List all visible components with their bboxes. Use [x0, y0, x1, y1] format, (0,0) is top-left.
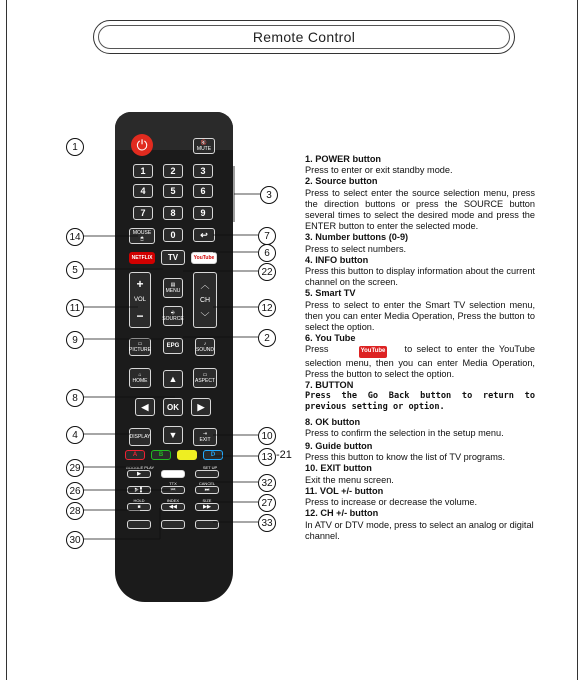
exit-icon: ⇥	[202, 431, 208, 437]
callout-9: 9	[66, 331, 84, 349]
callout-27: 27	[258, 494, 276, 512]
desc-back-text: Press the Go Back button to return to previous setting or option.	[305, 391, 535, 413]
setup-label: SET UP	[202, 465, 218, 470]
desc-exit-text: Exit the menu screen.	[305, 474, 394, 485]
right-arrow-icon: ▶	[197, 401, 205, 412]
callout-8: 8	[66, 389, 84, 407]
youtube-button: YouTube	[191, 252, 217, 264]
skip-forward-icon: ⏭	[204, 487, 210, 493]
ch-label: CH	[199, 296, 211, 304]
callout-33: 33	[258, 514, 276, 532]
epg-button: EPG	[163, 338, 183, 354]
callout-12: 12	[258, 299, 276, 317]
left-arrow-icon: ◀	[141, 401, 149, 412]
page-title: Remote Control	[98, 25, 510, 49]
callout-4: 4	[66, 426, 84, 444]
color-button-a: A	[125, 450, 145, 460]
google-play-label: GOOGLE PLAY	[125, 465, 155, 470]
mouse-icon: 🖱	[140, 236, 144, 242]
exit-label: EXIT	[199, 437, 211, 443]
up-arrow-icon: ▲	[168, 374, 178, 384]
color-button-b: B	[151, 450, 171, 460]
callout-32: 32	[258, 474, 276, 492]
picture-label: PICTURE	[129, 347, 151, 353]
color-button-c: C	[177, 450, 197, 460]
source-label: SOURCE	[162, 316, 184, 322]
desc-ok-text: Press to confirm the selection in the setup menu.	[305, 427, 504, 438]
index-label: INDEX	[166, 498, 180, 503]
desc-number-text: Press to select numbers.	[305, 243, 407, 254]
number-button-1: 1	[133, 164, 153, 178]
fast-forward-icon: ▶▶	[203, 504, 211, 510]
callout-2: 2	[258, 329, 276, 347]
callout-29: 29	[66, 459, 84, 477]
menu-label: MENU	[165, 288, 181, 294]
desc-vol-heading: 11. VOL +/- button	[305, 485, 384, 496]
number-button-6: 6	[193, 184, 213, 198]
callout-10: 10	[258, 427, 276, 445]
tv-button: TV	[161, 250, 185, 265]
desc-youtube-heading: 6. You Tube	[305, 333, 356, 344]
callout-5: 5	[66, 261, 84, 279]
desc-info-heading: 4. INFO button	[305, 254, 369, 265]
desc-vol-text: Press to increase or decrease the volume.	[305, 497, 478, 508]
number-button-4: 4	[133, 184, 153, 198]
home-icon: ⌂	[138, 372, 142, 378]
desc-youtube-text	[305, 344, 535, 380]
ok-button: OK	[163, 398, 183, 416]
minus-icon: −	[136, 309, 144, 323]
number-button-8: 8	[163, 206, 183, 220]
number-button-7: 7	[133, 206, 153, 220]
picture-icon: ▭	[137, 341, 143, 347]
number-button-0: 0	[163, 228, 183, 242]
desc-smarttv-heading: 5. Smart TV	[305, 288, 356, 299]
cancel-label: CANCEL	[198, 481, 216, 486]
display-label: DISPLAY	[129, 434, 151, 440]
desc-youtube-press: Press	[305, 344, 329, 355]
callout-7: 7	[258, 227, 276, 245]
callout-13: 14	[66, 228, 84, 246]
chevron-down-icon: ﹀	[200, 311, 210, 322]
callout-3: 3	[260, 186, 278, 204]
desc-back-heading: 7. BUTTON	[305, 380, 354, 391]
stop-icon: ■	[137, 504, 141, 510]
desc-youtube-rest: to select to enter the YouTube selection menu, then you can enter Media Operation, Press the button to select the option.	[305, 344, 535, 379]
color-button-d: D	[203, 450, 223, 460]
callout-30: 30	[66, 531, 84, 549]
button-descriptions	[305, 154, 535, 542]
chevron-up-icon: ︿	[200, 279, 210, 290]
callout-range-21: -21	[276, 449, 292, 461]
desc-source-heading: 2. Source button	[305, 176, 378, 187]
rewind-icon: ◀◀	[169, 504, 177, 510]
desc-ok-heading: 8. OK button	[305, 416, 361, 427]
desc-guide-text: Press this button to know the list of TV programs.	[305, 452, 506, 463]
mute-label: MUTE	[196, 146, 212, 152]
sound-label: SOUND	[195, 347, 215, 353]
desc-ch-heading: 12. CH +/- button	[305, 508, 379, 519]
desc-info-text: Press this button to display information about the current channel on the screen.	[305, 266, 535, 288]
home-label: HOME	[132, 378, 148, 384]
desc-exit-heading: 10. EXIT button	[305, 463, 372, 474]
play-pause-icon: ▶❚	[134, 487, 144, 493]
ttx-label: TTX	[169, 481, 177, 486]
vol-label: VOL	[133, 297, 146, 303]
hold-label: HOLD	[133, 498, 145, 503]
desc-guide-heading: 9. Guide button	[305, 441, 373, 452]
menu-icon: ▤	[170, 282, 176, 288]
speaker-icon: 🔇	[200, 140, 208, 146]
skip-back-icon: ⏮	[170, 487, 176, 493]
power-button: ⏻	[131, 134, 153, 156]
number-button-3: 3	[193, 164, 213, 178]
down-arrow-icon: ▼	[168, 430, 178, 440]
desc-number-heading: 3. Number buttons (0-9)	[305, 232, 409, 243]
callout-26: 26	[66, 482, 84, 500]
callout-11: 11	[66, 299, 84, 317]
play-icon: ▶	[137, 471, 141, 477]
callout-6: 6	[258, 244, 276, 262]
plus-icon: +	[136, 277, 144, 291]
desc-power-text: Press to enter or exit standby mode.	[305, 165, 453, 176]
sound-icon: ♪	[203, 341, 207, 347]
callout-28: 28	[66, 502, 84, 520]
desc-power-heading: 1. POWER button	[305, 154, 382, 164]
aspect-label: ASPECT	[194, 378, 215, 384]
number-button-5: 5	[163, 184, 183, 198]
number-button-9: 9	[193, 206, 213, 220]
callout-1: 1	[66, 138, 84, 156]
input-icon: ⎆	[170, 310, 175, 316]
callout-14: 13	[258, 448, 276, 466]
netflix-button: NETFLIX	[129, 252, 155, 264]
return-arrow-icon: ↩	[200, 229, 208, 240]
desc-source-text: Press to select enter the source selection menu, press the direction buttons or press the SOURCE button several times to select the desired mode and press the ENTER button to enter the selected mode.	[305, 187, 535, 232]
size-label: SIZE	[202, 498, 212, 503]
desc-smarttv-text: Press to select to enter the Smart TV selection menu, then you can enter Media Operation, Press the button to select the option.	[305, 299, 535, 333]
youtube-logo-icon: YouTube	[359, 346, 388, 357]
mouse-label: MOUSE	[132, 230, 152, 236]
desc-ch-text: In ATV or DTV mode, press to select an analog or digital channel.	[305, 519, 534, 541]
number-button-2: 2	[163, 164, 183, 178]
callout-22: 22	[258, 263, 276, 281]
aspect-icon: ▭	[202, 372, 208, 378]
